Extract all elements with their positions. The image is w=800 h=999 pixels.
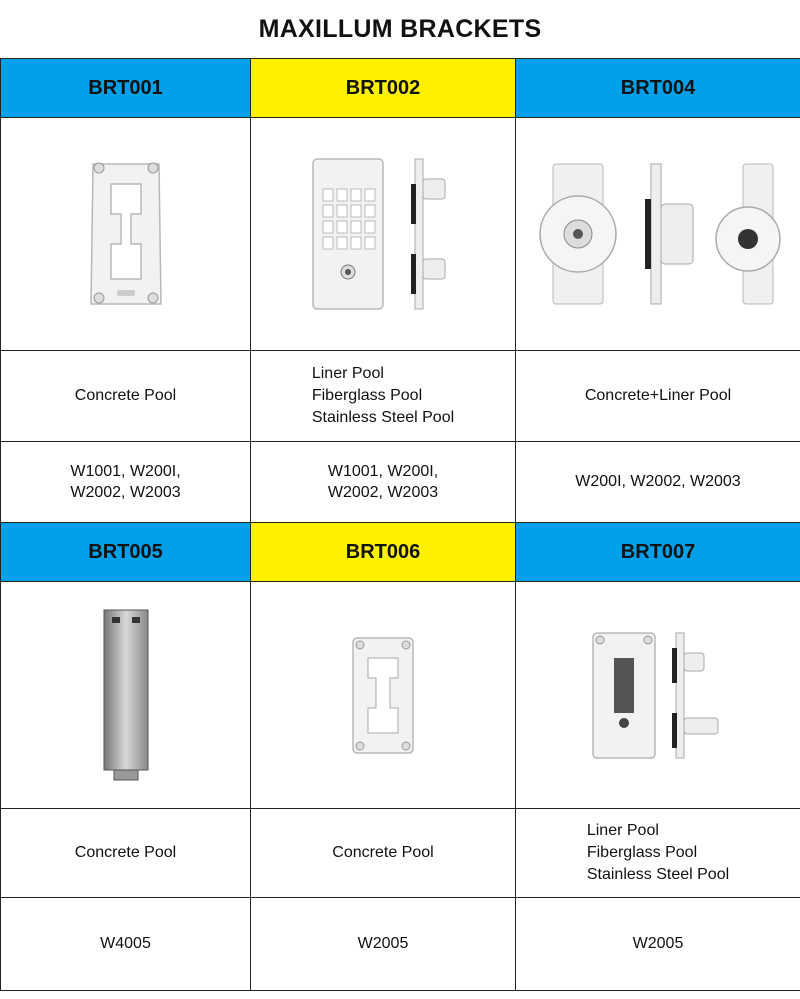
pool-cell-brt005 [1,809,251,898]
pool-type: Fiberglass Pool [586,844,698,861]
model-cell-brt007 [516,898,800,991]
model-list: W1001, W200I, [327,463,439,480]
image-row-1 [1,118,800,351]
model-list: W2005 [357,935,409,952]
product-code-brt006: BRT006 [251,523,516,582]
image-cell-brt007 [516,582,800,809]
model-row-1 [1,442,800,523]
pool-cell-brt001 [1,351,251,442]
model-cell-brt005 [1,898,251,991]
image-row-2 [1,582,800,809]
model-cell-brt001 [1,442,251,523]
page-title: MAXILLUM BRACKETS [258,14,542,43]
pool-type: Concrete Pool [74,387,177,404]
model-list: W2002, W2003 [327,484,439,501]
bracket-brt006-image [348,633,418,758]
pool-type: Stainless Steel Pool [586,866,730,883]
model-cell-brt004 [516,442,800,523]
model-list: W2005 [632,935,684,952]
pool-cell-brt006 [251,809,516,898]
model-cell-brt002 [251,442,516,523]
model-list: W2002, W2003 [70,484,181,501]
pool-type: Fiberglass Pool [311,387,423,404]
header-row-1 [1,59,800,118]
product-code-brt002: BRT002 [251,59,516,118]
pool-type: Stainless Steel Pool [311,409,455,426]
header-row-2 [1,523,800,582]
bracket-brt004-image [533,159,783,309]
pool-type: Liner Pool [311,365,384,382]
pool-row-2 [1,809,800,898]
product-code-brt005: BRT005 [1,523,251,582]
image-cell-brt005 [1,582,251,809]
bracket-brt005-image [96,605,156,785]
pool-type: Liner Pool [586,822,659,839]
product-code-brt007: BRT007 [516,523,800,582]
bracket-brt007-image [588,628,728,763]
image-cell-brt001 [1,118,251,351]
product-code-brt004: BRT004 [516,59,800,118]
pool-row-1 [1,351,800,442]
pool-cell-brt002 [251,351,516,442]
pool-type: Concrete Pool [332,844,434,861]
model-row-2 [1,898,800,991]
model-list: W200I, W2002, W2003 [575,473,741,490]
brackets-table [0,58,800,991]
model-list: W1001, W200I, [70,463,181,480]
product-code-brt001: BRT001 [1,59,251,118]
bracket-brt002-image [303,154,463,314]
pool-cell-brt007 [516,809,800,898]
pool-type: Concrete+Liner Pool [584,387,732,404]
bracket-brt001-image [81,154,171,314]
image-cell-brt002 [251,118,516,351]
pool-type: Concrete Pool [74,844,177,861]
image-cell-brt004 [516,118,800,351]
image-cell-brt006 [251,582,516,809]
model-list: W4005 [100,935,151,952]
pool-cell-brt004 [516,351,800,442]
model-cell-brt006 [251,898,516,991]
